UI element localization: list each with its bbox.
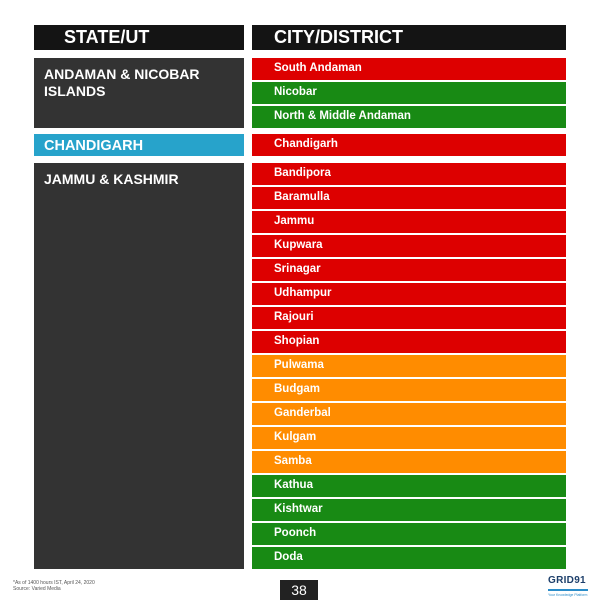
- district-label: North & Middle Andaman: [274, 110, 411, 122]
- district-row: [252, 475, 566, 497]
- logo-wordmark: GRID91: [548, 575, 586, 586]
- district-label: Kishtwar: [274, 503, 323, 515]
- district-label: Kupwara: [274, 239, 323, 251]
- city-column-header: CITY/DISTRICT: [252, 25, 566, 50]
- district-row: [252, 134, 566, 156]
- district-label: Ganderbal: [274, 407, 331, 419]
- footnote: [13, 580, 95, 592]
- district-row: [252, 427, 566, 449]
- district-row: [252, 187, 566, 209]
- district-row: [252, 331, 566, 353]
- district-label: Udhampur: [274, 287, 332, 299]
- district-row: [252, 82, 566, 104]
- logo-tagline: Your Knowledge Platform: [548, 593, 588, 597]
- district-label: Poonch: [274, 527, 317, 539]
- district-label: Jammu: [274, 215, 315, 227]
- state-label: ANDAMAN & NICOBAR ISLANDS: [44, 66, 200, 99]
- district-row: [252, 451, 566, 473]
- district-row: [252, 499, 566, 521]
- district-row: [252, 235, 566, 257]
- district-label: Srinagar: [274, 263, 321, 275]
- district-label: Chandigarh: [274, 138, 338, 150]
- district-label: Pulwama: [274, 359, 324, 371]
- district-row: [252, 547, 566, 569]
- district-row: [252, 106, 566, 128]
- district-label: Kulgam: [274, 431, 317, 443]
- district-label: Samba: [274, 455, 312, 467]
- district-label: Baramulla: [274, 191, 330, 203]
- footnote-source: Source: Varied Media: [13, 586, 61, 592]
- district-label: Nicobar: [274, 86, 317, 98]
- district-label: Rajouri: [274, 311, 314, 323]
- district-row: [252, 163, 566, 185]
- state-label: JAMMU & KASHMIR: [44, 171, 179, 187]
- state-column-header: STATE/UT: [34, 25, 244, 50]
- district-label: South Andaman: [274, 62, 362, 74]
- footnote-date: *As of 1400 hours IST, April 24, 2020: [13, 580, 95, 586]
- logo-underline: [548, 589, 588, 591]
- state-andaman-nicobar: [34, 58, 244, 128]
- grid91-logo: [548, 575, 594, 598]
- district-row: [252, 355, 566, 377]
- state-jammu-kashmir: [34, 163, 244, 569]
- state-label: CHANDIGARH: [44, 138, 144, 154]
- district-row: [252, 259, 566, 281]
- district-row: [252, 379, 566, 401]
- district-label: Bandipora: [274, 167, 331, 179]
- page-number: 38: [280, 580, 318, 600]
- district-label: Budgam: [274, 383, 320, 395]
- district-row: [252, 58, 566, 80]
- district-label: Kathua: [274, 479, 313, 491]
- district-row: [252, 283, 566, 305]
- state-chandigarh: [34, 134, 244, 156]
- district-row: [252, 211, 566, 233]
- district-row: [252, 403, 566, 425]
- district-row: [252, 307, 566, 329]
- district-row: [252, 523, 566, 545]
- district-label: Doda: [274, 551, 303, 563]
- district-label: Shopian: [274, 335, 320, 347]
